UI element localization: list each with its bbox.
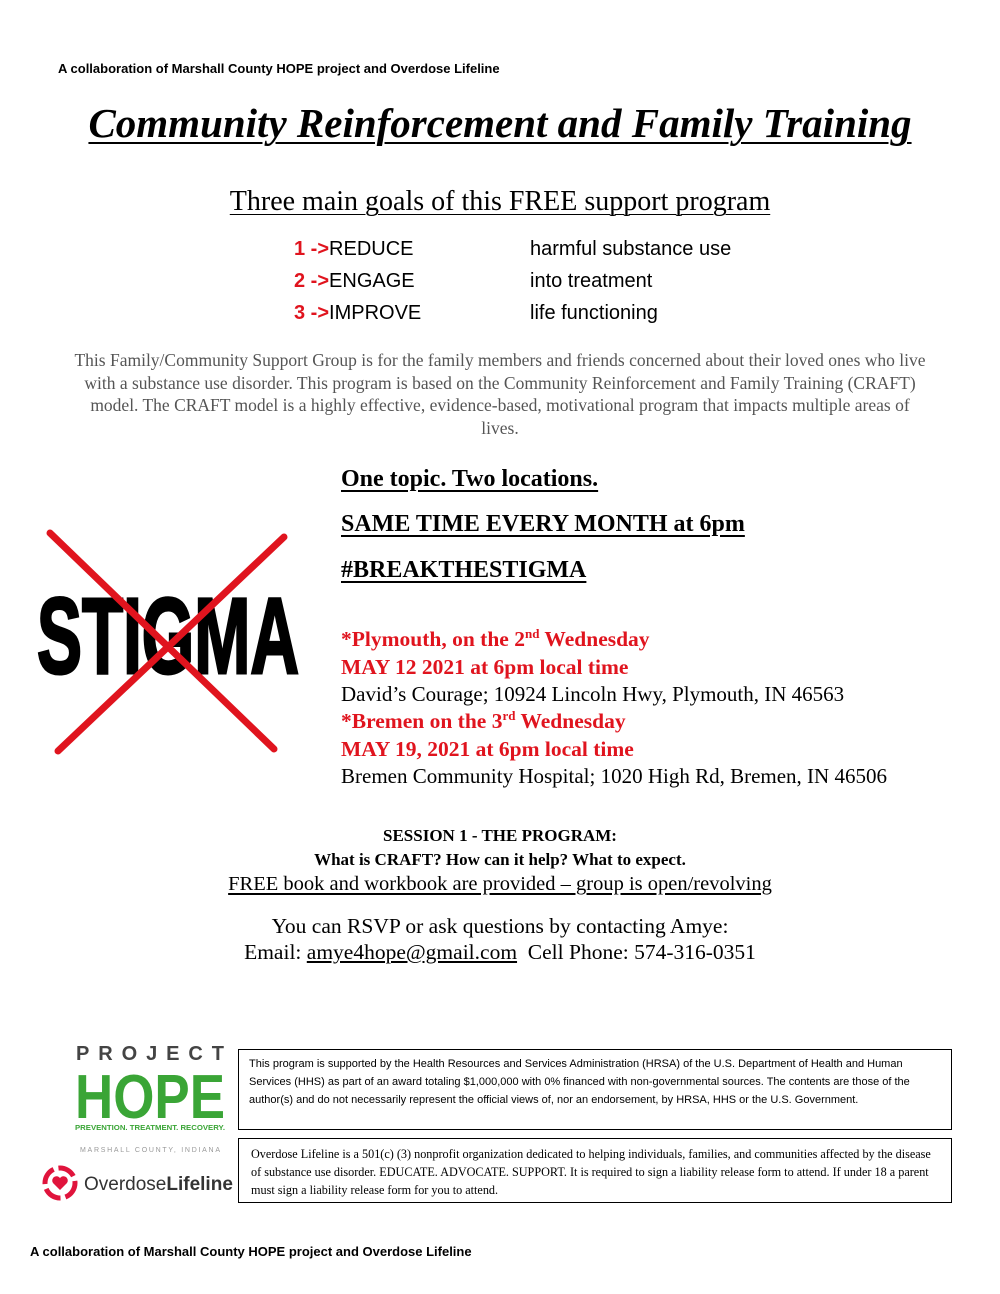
hrsa-disclaimer-box: This program is supported by the Health Resources and Services Administration (HRSA) of the U.S. Department of Health and Human Services (HHS) as part of an award totaling $1,000,000 with 0% financed with non-governmental sources. The contents are those of the author(s) and do not necessarily represent the official views of, nor an endorsement, by HRSA, HHS or the U.S. Government. <box>238 1049 952 1130</box>
goal-description: harmful substance use <box>530 238 732 260</box>
session-questions: What is CRAFT? How can it help? What to expect. <box>314 850 686 869</box>
goal-verb: IMPROVE <box>329 302 422 324</box>
bremen-heading <box>341 709 626 734</box>
email-label: Email: <box>244 940 307 964</box>
hashtag-line: #BREAKTHESTIGMA <box>341 557 587 583</box>
goal-arrow: -> <box>305 302 330 324</box>
logo-lifeline-part: Lifeline <box>166 1174 233 1195</box>
logo-tagline: PREVENTION. TREATMENT. RECOVERY. <box>75 1125 226 1132</box>
plymouth-heading <box>341 627 650 652</box>
plymouth-address: David’s Courage; 10924 Lincoln Hwy, Plymouth, IN 46563 <box>341 682 845 706</box>
top-collaboration-note: A collaboration of Marshall County HOPE project and Overdose Lifeline <box>58 61 500 76</box>
bremen-ordinal: rd <box>502 707 516 723</box>
email-link[interactable]: amye4hope@gmail.com <box>306 940 518 964</box>
plymouth-weekday: Wednesday <box>539 627 650 651</box>
lifeline-disclaimer-box: Overdose Lifeline is a 501(c) (3) nonprofit organization dedicated to helping individuals, families, and communities affected by the disease of substance use disorder. EDUCATE. ADVOCATE. SUPPORT. It is required to sign a liability release form to attend. If under 18 a parent must sign a liability release form for you to attend. <box>238 1138 952 1203</box>
goal-item <box>294 238 754 264</box>
page-subtitle: Three main goals of this FREE support program <box>229 186 771 217</box>
bremen-date: MAY 19, 2021 at 6pm local time <box>341 737 634 761</box>
goal-item <box>294 302 754 328</box>
goal-item <box>294 270 754 296</box>
stigma-word: STIGMA <box>37 575 299 696</box>
logo-overdose-part: Overdose <box>84 1174 167 1195</box>
bremen-weekday: Wednesday <box>515 709 626 733</box>
logo-project-word: PROJECT <box>76 1043 224 1065</box>
rsvp-intro: You can RSVP or ask questions by contacting Amye: <box>271 914 729 938</box>
topic-line: One topic. Two locations. <box>341 466 599 492</box>
logo-lifeline-text <box>84 1174 233 1195</box>
logo-hope-word: HOPE <box>75 1063 225 1132</box>
logo-county: MARSHALL COUNTY, INDIANA <box>80 1147 220 1154</box>
contact-line <box>0 940 1000 965</box>
bottom-collaboration-note: A collaboration of Marshall County HOPE project and Overdose Lifeline <box>30 1244 472 1259</box>
program-description: This Family/Community Support Group is for the family members and friends concerned about their loved ones who live with a substance use disorder. This program is based on the Community Reinforcement and Family Training (CRAFT) model. The CRAFT model is a highly effective, evidence-based, motivational program that impacts multiple areas of lives. <box>74 350 926 438</box>
project-hope-logo <box>70 1040 230 1158</box>
free-materials-note: FREE book and workbook are provided – group is open/revolving <box>228 873 772 895</box>
goal-arrow: -> <box>305 270 330 292</box>
goal-description: life functioning <box>530 302 658 324</box>
goal-number: 2 <box>294 270 306 292</box>
time-line: SAME TIME EVERY MONTH at 6pm <box>341 511 745 537</box>
bremen-address: Bremen Community Hospital; 1020 High Rd, Bremen, IN 46506 <box>341 764 887 788</box>
plymouth-prefix: *Plymouth, on the 2 <box>341 627 525 651</box>
bremen-prefix: *Bremen on the 3 <box>341 709 503 733</box>
goal-verb: REDUCE <box>329 238 414 260</box>
goal-arrow: -> <box>305 238 330 260</box>
goal-number: 3 <box>294 302 306 324</box>
heart-ring-icon <box>45 1168 75 1198</box>
plymouth-ordinal: nd <box>524 625 540 641</box>
page-title: Community Reinforcement and Family Training <box>88 100 912 146</box>
goal-number: 1 <box>294 238 306 260</box>
phone-text: Cell Phone: 574-316-0351 <box>517 940 756 964</box>
session-title: SESSION 1 - THE PROGRAM: <box>383 826 617 845</box>
goal-verb: ENGAGE <box>329 270 415 292</box>
overdose-lifeline-logo <box>40 1160 240 1206</box>
goal-description: into treatment <box>530 270 653 292</box>
stigma-crossed-logo <box>36 527 300 757</box>
plymouth-date: MAY 12 2021 at 6pm local time <box>341 655 629 679</box>
